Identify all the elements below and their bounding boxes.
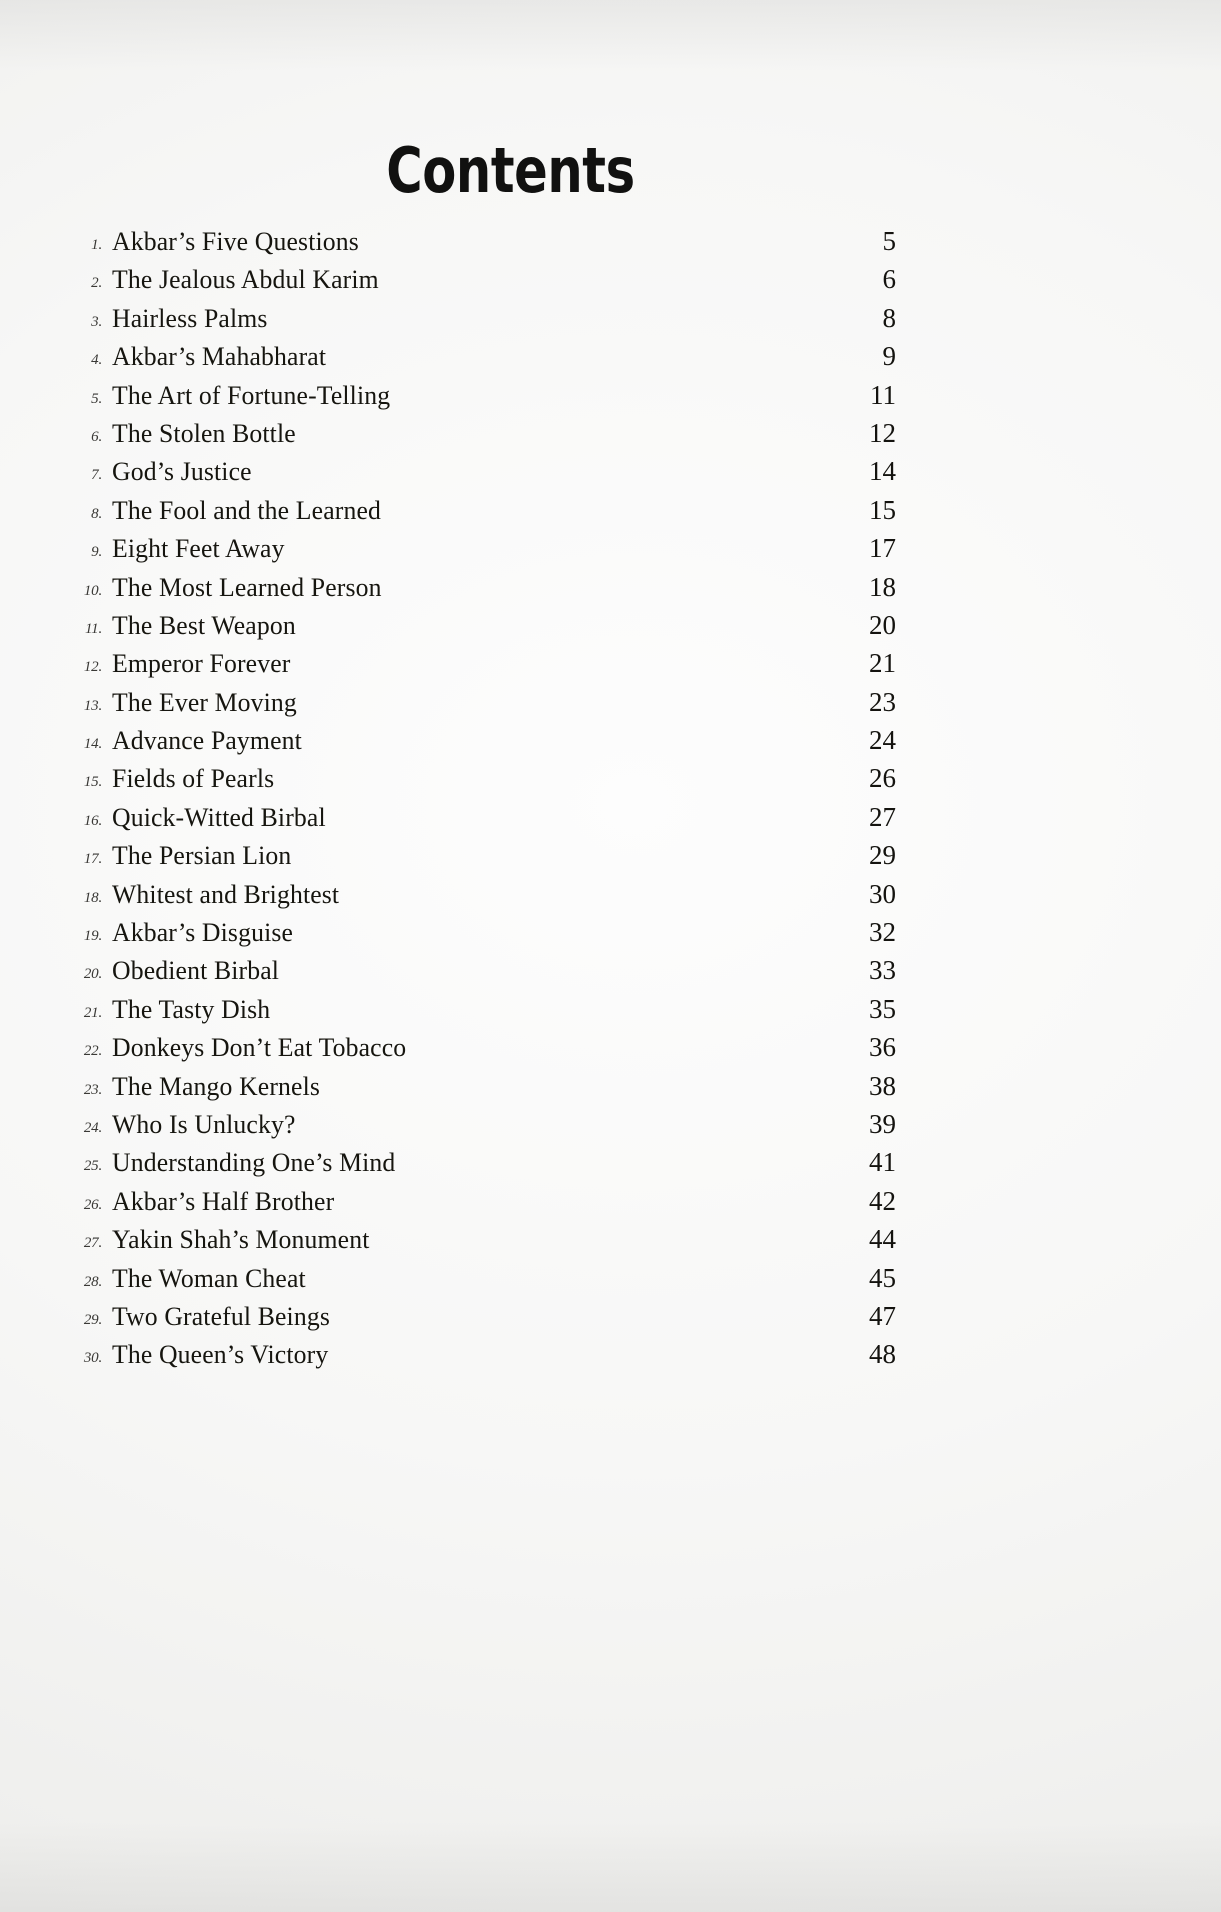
toc-entry-page-number[interactable]: 41 (869, 1147, 896, 1178)
toc-entry-number: 14 . (56, 736, 112, 753)
toc-entry[interactable] (56, 917, 896, 955)
toc-entry-page-number[interactable]: 6 (882, 264, 896, 295)
toc-entry[interactable] (56, 341, 896, 379)
toc-entry-title[interactable]: Whitest and Brightest (112, 878, 340, 909)
page-title: Contents (386, 134, 635, 207)
toc-entry-number: 3 . (56, 314, 112, 331)
toc-entry-number: 12 . (56, 659, 112, 676)
toc-entry-page-number[interactable]: 14 (869, 456, 896, 487)
toc-entry-title[interactable]: The Woman Cheat (112, 1262, 306, 1293)
toc-entry-number: 24 . (56, 1120, 112, 1137)
toc-entry[interactable] (56, 456, 896, 494)
toc-entry-number: 15 . (56, 774, 112, 791)
toc-entry-page-number[interactable]: 29 (869, 840, 896, 871)
toc-entry-page-number[interactable]: 21 (869, 648, 896, 679)
toc-entry-number: 11 . (56, 621, 112, 638)
toc-entry-number: 22 . (56, 1043, 112, 1060)
toc-entry-page-number[interactable]: 42 (869, 1185, 896, 1216)
toc-entry-title[interactable]: The Ever Moving (112, 686, 297, 717)
toc-entry[interactable] (56, 879, 896, 917)
toc-entry[interactable] (56, 495, 896, 533)
toc-entry-page-number[interactable]: 23 (869, 686, 896, 717)
toc-entry[interactable] (56, 533, 896, 571)
toc-entry[interactable] (56, 1263, 896, 1301)
toc-entry[interactable] (56, 1224, 896, 1262)
toc-entry-number: 2 . (56, 275, 112, 292)
toc-entry-title[interactable]: The Jealous Abdul Karim (112, 264, 379, 295)
toc-entry[interactable] (56, 303, 896, 341)
toc-entry-title[interactable]: Yakin Shah’s Monument (112, 1224, 370, 1255)
toc-entry-page-number[interactable]: 36 (869, 1032, 896, 1063)
toc-entry-title[interactable]: Akbar’s Five Questions (112, 226, 359, 256)
toc-entry-title[interactable]: Advance Payment (112, 725, 302, 756)
toc-entry-number: 26 . (56, 1197, 112, 1214)
toc-entry-title[interactable]: The Queen’s Victory (112, 1339, 329, 1370)
toc-entry-number: 30 . (56, 1350, 112, 1367)
toc-entry-number: 25 . (56, 1158, 112, 1175)
toc-entry-page-number[interactable]: 27 (869, 801, 896, 832)
toc-entry[interactable] (56, 648, 896, 686)
toc-entry[interactable] (56, 380, 896, 418)
toc-entry-page-number[interactable]: 35 (869, 993, 896, 1024)
toc-entry-title[interactable]: Akbar’s Mahabharat (112, 341, 327, 372)
toc-entry-page-number[interactable]: 45 (869, 1262, 896, 1293)
toc-entry-number: 5 . (56, 391, 112, 408)
toc-entry-number: 23 . (56, 1082, 112, 1099)
toc-entry-page-number[interactable]: 18 (869, 571, 896, 602)
toc-entry[interactable] (56, 1032, 896, 1070)
toc-entry[interactable] (56, 1147, 896, 1185)
toc-entry[interactable] (56, 1186, 896, 1224)
toc-entry-title[interactable]: Understanding One’s Mind (112, 1147, 396, 1178)
toc-entry[interactable] (56, 264, 896, 302)
toc-entry-page-number[interactable]: 17 (869, 533, 896, 564)
toc-entry-page-number[interactable]: 24 (869, 725, 896, 756)
toc-entry-number: 19 . (56, 928, 112, 945)
toc-entry-page-number[interactable]: 32 (869, 917, 896, 948)
toc-entry[interactable] (56, 1109, 896, 1147)
toc-entry[interactable] (56, 610, 896, 648)
toc-entry-number: 20 . (56, 966, 112, 983)
toc-entry-number: 6 . (56, 429, 112, 446)
toc-entry-title[interactable]: God’s Justice (112, 456, 252, 487)
toc-entry-title[interactable]: The Best Weapon (112, 609, 296, 640)
toc-entry-number: 4 . (56, 352, 112, 369)
toc-entry[interactable] (56, 572, 896, 610)
toc-entry-title[interactable]: Obedient Birbal (112, 955, 280, 986)
toc-entry-number: 17 . (56, 851, 112, 868)
toc-entry[interactable] (56, 994, 896, 1032)
toc-entry[interactable] (56, 1339, 896, 1377)
toc-entry[interactable] (56, 840, 896, 878)
toc-entry-title[interactable]: Eight Feet Away (112, 533, 285, 564)
toc-entry-title[interactable]: Akbar’s Disguise (112, 917, 294, 948)
toc-entry-title[interactable]: The Fool and the Learned (112, 494, 382, 525)
toc-entry-number: 29 . (56, 1312, 112, 1329)
toc-entry-title[interactable]: The Stolen Bottle (112, 417, 296, 448)
toc-entry[interactable] (56, 687, 896, 725)
toc-entry-title[interactable]: The Art of Fortune-Telling (112, 379, 391, 410)
toc-entry[interactable] (56, 1071, 896, 1109)
toc-entry-title[interactable]: Two Grateful Beings (112, 1300, 330, 1331)
toc-entry-title[interactable]: Donkeys Don’t Eat Tobacco (112, 1032, 407, 1063)
toc-entry-page-number[interactable]: 47 (869, 1300, 896, 1331)
toc-entry[interactable] (56, 1301, 896, 1339)
toc-entry-title[interactable]: Emperor Forever (112, 648, 291, 679)
toc-entry[interactable] (56, 763, 896, 801)
toc-entry-page-number[interactable]: 5 (882, 226, 896, 256)
toc-entry-number: 18 . (56, 890, 112, 907)
toc-entry-title[interactable]: The Tasty Dish (112, 993, 271, 1024)
toc-entry[interactable] (56, 802, 896, 840)
toc-entry-number: 13 . (56, 698, 112, 715)
toc-entry-title[interactable]: Quick-Witted Birbal (112, 801, 326, 832)
toc-entry-number: 10 . (56, 583, 112, 600)
toc-entry-title[interactable]: The Most Learned Person (112, 571, 382, 602)
toc-entry[interactable] (56, 418, 896, 456)
toc-entry-number: 28 . (56, 1274, 112, 1291)
toc-entry-page-number[interactable]: 44 (869, 1224, 896, 1255)
toc-entry-title[interactable]: Hairless Palms (112, 302, 268, 333)
toc-entry-number: 9 . (56, 544, 112, 561)
toc-entry-page-number[interactable]: 11 (870, 379, 896, 410)
toc-entry-page-number[interactable]: 48 (869, 1339, 896, 1370)
toc-entry-page-number[interactable]: 20 (869, 609, 896, 640)
toc-entry-title[interactable]: The Persian Lion (112, 840, 292, 871)
toc-entry-page-number[interactable]: 33 (869, 955, 896, 986)
toc-entry-number: 8 . (56, 506, 112, 523)
toc-entry-title[interactable]: Who Is Unlucky? (112, 1108, 296, 1139)
toc-entry-title[interactable]: The Mango Kernels (112, 1070, 321, 1101)
toc-entry[interactable] (56, 725, 896, 763)
toc-entry-title[interactable]: Akbar’s Half Brother (112, 1185, 335, 1216)
toc-list (56, 226, 896, 1378)
toc-entry-page-number[interactable]: 39 (869, 1108, 896, 1139)
toc-entry-page-number[interactable]: 38 (869, 1070, 896, 1101)
toc-entry-number: 27 . (56, 1235, 112, 1252)
toc-entry-page-number[interactable]: 30 (869, 878, 896, 909)
toc-entry-title[interactable]: Fields of Pearls (112, 763, 275, 794)
toc-entry[interactable] (56, 226, 896, 264)
toc-entry-number: 21 . (56, 1005, 112, 1022)
toc-entry-page-number[interactable]: 26 (869, 763, 896, 794)
toc-entry[interactable] (56, 955, 896, 993)
toc-entry-page-number[interactable]: 12 (869, 417, 896, 448)
toc-entry-number: 1 . (56, 237, 112, 254)
toc-entry-page-number[interactable]: 9 (882, 341, 896, 372)
toc-entry-page-number[interactable]: 15 (869, 494, 896, 525)
toc-entry-page-number[interactable]: 8 (882, 302, 896, 333)
toc-entry-number: 7 . (56, 467, 112, 484)
toc-entry-number: 16 . (56, 813, 112, 830)
